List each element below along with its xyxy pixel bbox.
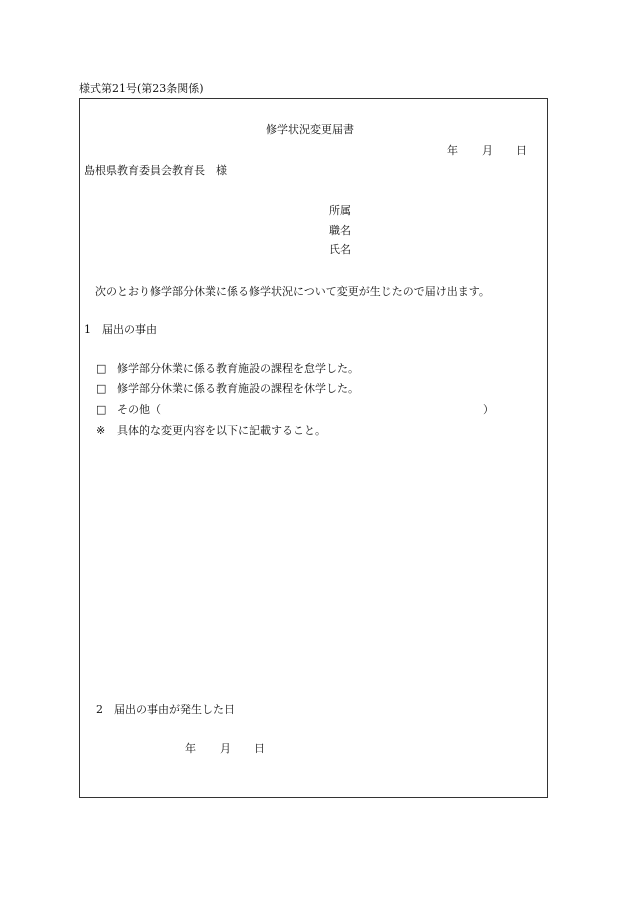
other-close-paren: ） bbox=[483, 403, 494, 416]
section1-heading: 1 届出の事由 bbox=[84, 323, 157, 336]
reason-option-label: 修学部分休業に係る教育施設の課程を怠学した。 bbox=[117, 362, 359, 375]
form-number: 様式第21号(第23条関係) bbox=[79, 82, 204, 95]
header-day-label: 日 bbox=[516, 144, 527, 157]
section2-heading: 2 届出の事由が発生した日 bbox=[96, 703, 235, 716]
event-year-label: 年 bbox=[185, 742, 196, 755]
intro-text: 次のとおり修学部分休業に係る修学状況について変更が生じたので届け出ます。 bbox=[95, 285, 490, 298]
form-frame bbox=[79, 98, 548, 798]
checkbox-icon: □ bbox=[96, 362, 107, 375]
position-label: 職名 bbox=[329, 224, 351, 237]
header-year-label: 年 bbox=[447, 144, 458, 157]
addressee: 島根県教育委員会教育長 様 bbox=[84, 164, 227, 177]
event-month-label: 月 bbox=[220, 742, 231, 755]
note-mark: ※ bbox=[96, 424, 106, 437]
form-title: 修学状況変更届書 bbox=[266, 123, 354, 136]
name-label: 氏名 bbox=[329, 243, 351, 256]
affiliation-label: 所属 bbox=[329, 204, 351, 217]
note-text: 具体的な変更内容を以下に記載すること。 bbox=[117, 424, 326, 437]
reason-option-label: 修学部分休業に係る教育施設の課程を休学した。 bbox=[117, 382, 359, 395]
checkbox-icon: □ bbox=[96, 382, 107, 395]
event-day-label: 日 bbox=[254, 742, 265, 755]
checkbox-icon: □ bbox=[96, 403, 107, 416]
reason-option-label: その他（ bbox=[117, 403, 161, 416]
header-month-label: 月 bbox=[482, 144, 493, 157]
